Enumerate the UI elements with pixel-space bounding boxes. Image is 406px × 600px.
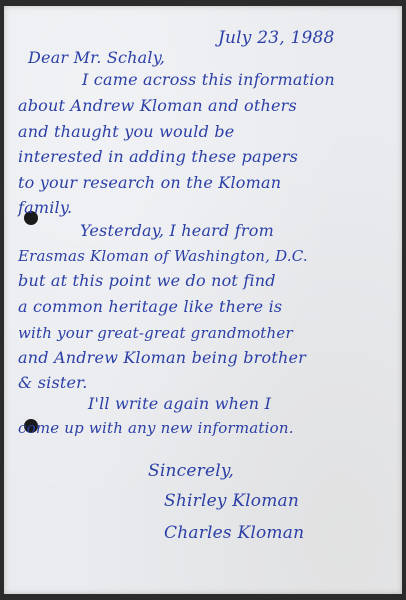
letter-date: July 23, 1988: [218, 28, 335, 48]
letter-page: [4, 6, 402, 594]
body-line: Erasmas Kloman of Washington, D.C.: [18, 247, 308, 265]
body-line: I'll write again when I: [88, 394, 272, 413]
body-line: & sister.: [18, 373, 88, 392]
body-line: family.: [18, 198, 73, 217]
body-line: but at this point we do not find: [18, 271, 276, 290]
body-line: interested in adding these papers: [18, 147, 299, 166]
body-line: about Andrew Kloman and others: [18, 96, 297, 115]
letter-salutation: Dear Mr. Schaly,: [28, 48, 166, 67]
body-line: Yesterday, I heard from: [80, 221, 274, 240]
signature: Charles Kloman: [164, 523, 305, 543]
body-line: with your great-great grandmother: [18, 324, 293, 342]
body-line: I came across this information: [82, 70, 335, 89]
body-line: a common heritage like there is: [18, 297, 283, 316]
body-line: come up with any new information.: [18, 419, 294, 437]
signature: Shirley Kloman: [164, 491, 300, 511]
letter-closing: Sincerely,: [148, 461, 234, 481]
body-line: to your research on the Kloman: [18, 173, 282, 192]
body-line: and Andrew Kloman being brother: [18, 348, 307, 367]
body-line: and thaught you would be: [18, 122, 235, 141]
